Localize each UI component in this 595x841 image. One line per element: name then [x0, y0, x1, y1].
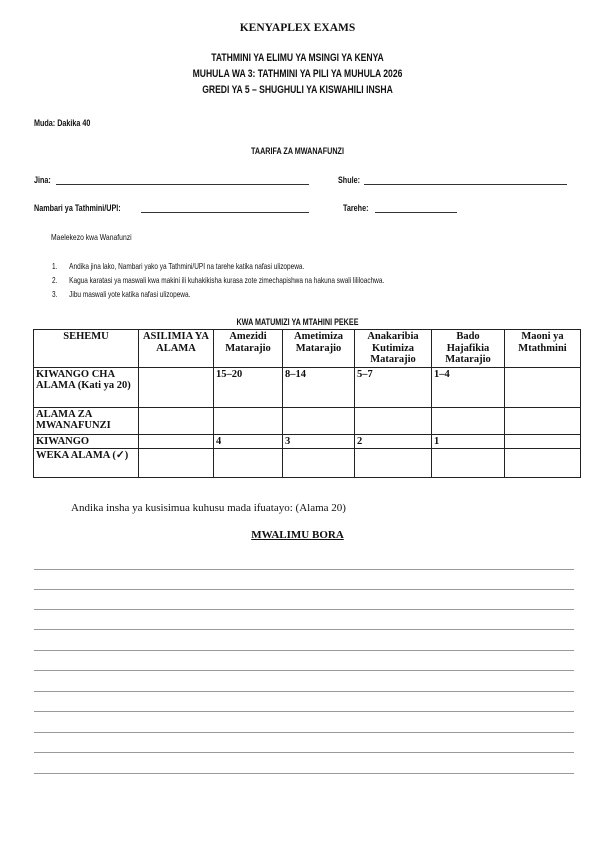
name-field[interactable] [56, 184, 309, 185]
table-cell: 8–14 [283, 367, 355, 407]
row-label: KIWANGO CHA ALAMA (Kati ya 20) [34, 367, 139, 407]
header-cell: ASILIMIA YA ALAMA [139, 330, 214, 368]
table-cell[interactable] [139, 367, 214, 407]
time-allowed: Muda: Dakika 40 [34, 118, 91, 128]
row-label: KIWANGO [34, 434, 139, 449]
row-label: WEKA ALAMA (✓) [34, 449, 139, 478]
table-cell[interactable] [283, 407, 355, 434]
instruction-item [52, 289, 520, 301]
table-cell: 3 [283, 434, 355, 449]
table-cell[interactable] [283, 449, 355, 478]
writing-line[interactable] [34, 752, 574, 753]
table-cell[interactable] [139, 407, 214, 434]
table-cell[interactable] [505, 407, 581, 434]
school-label: Shule: [338, 175, 361, 185]
writing-line[interactable] [34, 629, 574, 630]
instruction-item [52, 261, 520, 273]
table-cell[interactable] [505, 367, 581, 407]
date-label: Tarehe: [343, 203, 369, 213]
header-cell: Amezidi Matarajio [214, 330, 283, 368]
instruction-text: Kagua karatasi ya maswali kwa makini ili kuhakikisha kurasa zote zimechapishwa na hakuna swali lililoachwa. [69, 275, 385, 285]
school-field[interactable] [364, 184, 567, 185]
instructions-title: Maelekezo kwa Wanafunzi [51, 232, 132, 242]
assessment-number-field[interactable] [141, 212, 309, 213]
table-cell: 15–20 [214, 367, 283, 407]
table-cell[interactable] [432, 449, 505, 478]
writing-line[interactable] [34, 569, 574, 570]
table-cell: 4 [214, 434, 283, 449]
instruction-number: 3. [52, 289, 58, 299]
table-cell[interactable] [214, 449, 283, 478]
table-cell[interactable] [139, 434, 214, 449]
name-label: Jina: [34, 175, 51, 185]
header-cell: SEHEMU [34, 330, 139, 368]
writing-line[interactable] [34, 670, 574, 671]
exam-title-line2: MUHULA WA 3: TATHMINI YA PILI YA MUHULA 2026 [192, 68, 403, 80]
instruction-item [52, 275, 520, 287]
header-cell: Anakaribia Kutimiza Matarajio [355, 330, 432, 368]
instruction-number: 1. [52, 261, 58, 271]
examiner-table-title: KWA MATUMIZI YA MTAHINI PEKEE [236, 317, 359, 327]
header-cell: Bado Hajafikia Matarajio [432, 330, 505, 368]
essay-prompt: Andika insha ya kusisimua kuhusu mada ifuatayo: (Alama 20) [71, 502, 346, 514]
table-header-row [34, 330, 581, 368]
table-row [34, 407, 581, 434]
row-label: ALAMA ZA MWANAFUNZI [34, 407, 139, 434]
header-cell: Maoni ya Mtathmini [505, 330, 581, 368]
organization-name: KENYAPLEX EXAMS [239, 22, 356, 34]
table-cell: 1–4 [432, 367, 505, 407]
score-table [33, 329, 581, 478]
assessment-number-label: Nambari ya Tathmini/UPI: [34, 203, 121, 213]
essay-title: MWALIMU BORA [251, 529, 344, 541]
header-cell: Ametimiza Matarajio [283, 330, 355, 368]
table-cell[interactable] [505, 434, 581, 449]
instruction-number: 2. [52, 275, 58, 285]
table-row [34, 367, 581, 407]
table-cell[interactable] [505, 449, 581, 478]
table-cell[interactable] [432, 407, 505, 434]
writing-line[interactable] [34, 650, 574, 651]
table-cell[interactable] [214, 407, 283, 434]
writing-line[interactable] [34, 711, 574, 712]
table-cell[interactable] [355, 449, 432, 478]
table-row [34, 449, 581, 478]
exam-title-line3: GREDI YA 5 – SHUGHULI YA KISWAHILI INSHA [202, 84, 393, 96]
writing-line[interactable] [34, 609, 574, 610]
student-info-title: TAARIFA ZA MWANAFUNZI [251, 146, 344, 156]
table-cell: 5–7 [355, 367, 432, 407]
table-cell[interactable] [139, 449, 214, 478]
date-field[interactable] [375, 212, 457, 213]
exam-title-line1: TATHMINI YA ELIMU YA MSINGI YA KENYA [211, 52, 384, 64]
table-cell: 1 [432, 434, 505, 449]
instruction-text: Jibu maswali yote katika nafasi ulizopewa. [69, 289, 191, 299]
table-cell[interactable] [355, 407, 432, 434]
table-row [34, 434, 581, 449]
writing-line[interactable] [34, 732, 574, 733]
essay-title-wrap [0, 529, 595, 541]
writing-line[interactable] [34, 691, 574, 692]
writing-line[interactable] [34, 773, 574, 774]
writing-line[interactable] [34, 589, 574, 590]
table-cell: 2 [355, 434, 432, 449]
instruction-text: Andika jina lako, Nambari yako ya Tathmini/UPI na tarehe katika nafasi ulizopewa. [69, 261, 305, 271]
